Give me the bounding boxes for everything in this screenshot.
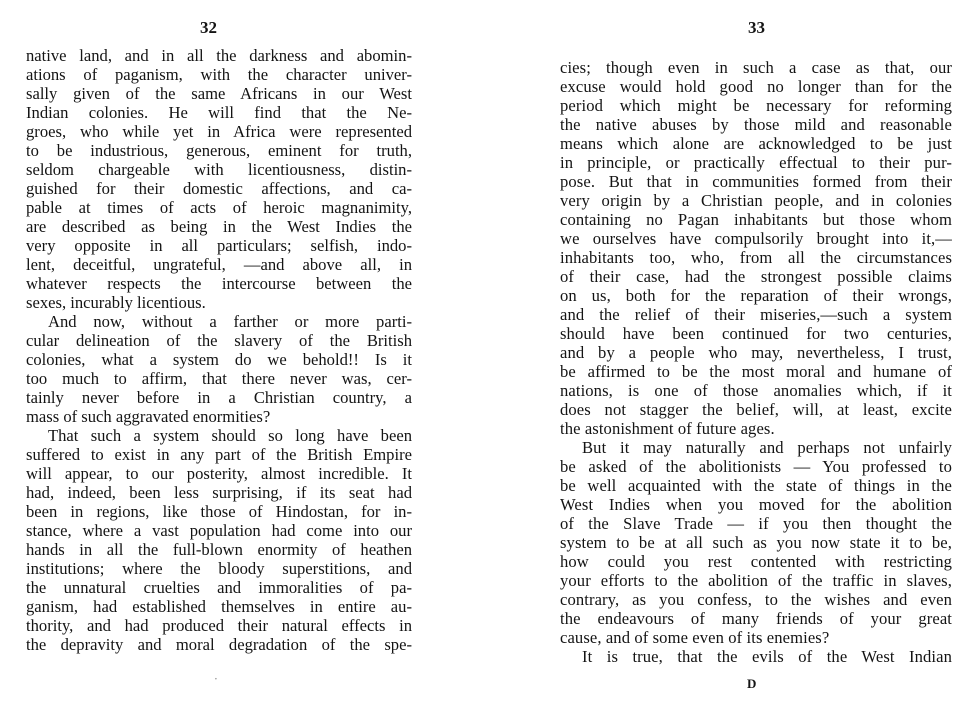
text-line: Indian colonies. He will find that the Ne-	[26, 103, 412, 122]
text-line: cies; though even in such a case as that, our	[560, 58, 952, 77]
text-line: And now, without a farther or more parti-	[48, 312, 412, 331]
text-line: means which alone are acknowledged to be just	[560, 134, 952, 153]
page-number-left: 32	[200, 18, 217, 37]
text-line: suffered to exist in any part of the British Empire	[26, 445, 412, 464]
text-line: the depravity and moral degradation of the spe-	[26, 635, 412, 654]
text-line: of the Slave Trade — if you then thought the	[560, 514, 952, 533]
text-line: will appear, to our posterity, almost incredible. It	[26, 464, 412, 483]
signature-mark: D	[747, 676, 757, 691]
text-line: very origin by a Christian people, and in colonies	[560, 191, 952, 210]
text-line: on us, both for the reparation of their wrongs,	[560, 286, 952, 305]
text-line: too much to affirm, that there never was, cer-	[26, 369, 412, 388]
text-line: the unnatural cruelties and immoralities of pa-	[26, 578, 412, 597]
text-line: cular delineation of the slavery of the British	[26, 331, 412, 350]
print-mark: ·	[214, 672, 218, 686]
text-line: thority, and had produced their natural effects in	[26, 616, 412, 635]
right-page	[500, 0, 980, 711]
text-line: we ourselves have compulsorily brought into it,—	[560, 229, 952, 248]
text-line: excuse would hold good no longer than for the	[560, 77, 952, 96]
text-line: But it may naturally and perhaps not unfairly	[582, 438, 952, 457]
text-line: the native abuses by those mild and reasonable	[560, 115, 952, 134]
text-line: to be industrious, generous, eminent for truth,	[26, 141, 412, 160]
text-line: inhabitants too, who, from all the circumstances	[560, 248, 952, 267]
text-line: mass of such aggravated enormities?	[26, 407, 271, 426]
text-line: It is true, that the evils of the West Indian	[582, 647, 952, 666]
text-line: lent, deceitful, ungrateful, —and above all, in	[26, 255, 412, 274]
text-line: sally given of the same Africans in our West	[26, 84, 412, 103]
page-number-right: 33	[748, 18, 765, 37]
text-line: had, indeed, been less surprising, if its seat had	[26, 483, 412, 502]
text-line: should have been continued for two centuries,	[560, 324, 952, 343]
text-line: pable at times of acts of heroic magnanimity,	[26, 198, 412, 217]
text-line: whatever respects the intercourse between the	[26, 274, 412, 293]
text-line: contrary, as you confess, to the wishes and even	[560, 590, 952, 609]
text-line: pose. But that in communities formed from their	[560, 172, 952, 191]
text-line: groes, who while yet in Africa were represented	[26, 122, 412, 141]
text-line: hands in all the full-blown enormity of heathen	[26, 540, 412, 559]
text-line: institutions; where the bloody superstitions, and	[26, 559, 412, 578]
text-line: of their case, had the strongest possible claims	[560, 267, 952, 286]
text-line: how could you rest contented with restricting	[560, 552, 952, 571]
text-line: be well acquainted with the state of things in the	[560, 476, 952, 495]
text-line: nations, is one of those anomalies which, if it	[560, 381, 952, 400]
text-line: tainly never before in a Christian country, a	[26, 388, 412, 407]
text-line: are described as being in the West Indies the	[26, 217, 412, 236]
text-line: the astonishment of future ages.	[560, 419, 775, 438]
left-page-text	[26, 46, 412, 654]
text-line: colonies, what a system do we behold!! Is it	[26, 350, 412, 369]
text-line: be affirmed to be the most moral and humane of	[560, 362, 952, 381]
text-line: period which might be necessary for reforming	[560, 96, 952, 115]
text-line: ations of paganism, with the character univer-	[26, 65, 412, 84]
text-line: seldom chargeable with licentiousness, distin-	[26, 160, 412, 179]
text-line: stance, where a vast population had come into our	[26, 521, 412, 540]
text-line: your efforts to the abolition of the traffic in slaves,	[560, 571, 952, 590]
text-line: West Indies when you moved for the abolition	[560, 495, 952, 514]
text-line: system to be at all such as you now state it to be,	[560, 533, 952, 552]
text-line: and by a people who may, nevertheless, I trust,	[560, 343, 952, 362]
text-line: be asked of the abolitionists — You professed to	[560, 457, 952, 476]
text-line: ganism, had established themselves in entire au-	[26, 597, 412, 616]
text-line: native land, and in all the darkness and abomin-	[26, 46, 412, 65]
left-page	[0, 0, 470, 711]
text-line: sexes, incurably licentious.	[26, 293, 206, 312]
text-line: in principle, or practically effectual to their pur-	[560, 153, 952, 172]
text-line: very opposite in all particulars; selfish, indo-	[26, 236, 412, 255]
text-line: cause, and of some even of its enemies?	[560, 628, 830, 647]
text-line: and the relief of their miseries,—such a system	[560, 305, 952, 324]
text-line: guished for their domestic affections, and ca-	[26, 179, 412, 198]
text-line: does not stagger the belief, will, at least, excite	[560, 400, 952, 419]
right-page-text	[560, 58, 952, 666]
text-line: containing no Pagan inhabitants but those whom	[560, 210, 952, 229]
text-line: That such a system should so long have been	[48, 426, 412, 445]
text-line: the endeavours of many friends of your great	[560, 609, 952, 628]
text-line: been in regions, like those of Hindostan, for in-	[26, 502, 412, 521]
